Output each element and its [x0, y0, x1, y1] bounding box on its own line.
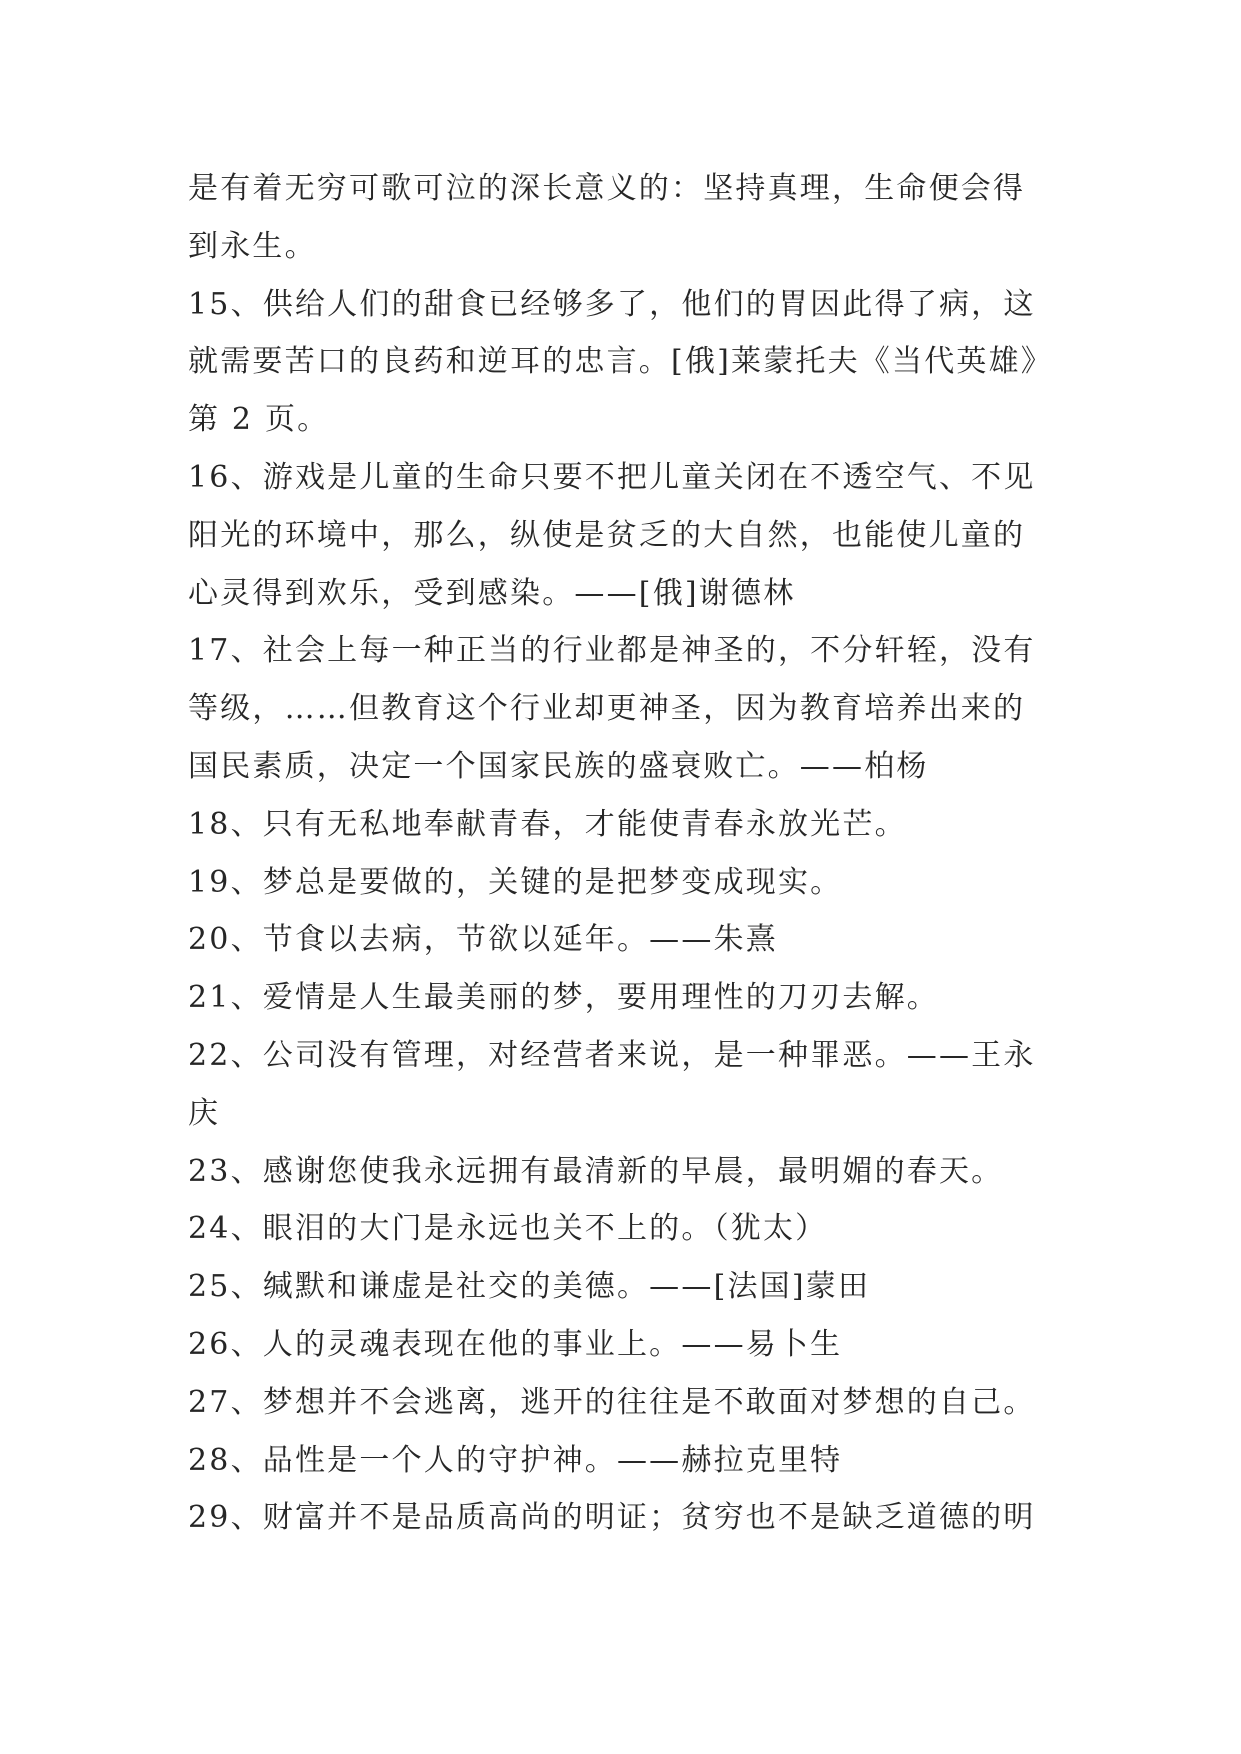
text-line: 16、游戏是儿童的生命只要不把儿童关闭在不透空气、不见	[188, 459, 1036, 495]
text-line: 22、公司没有管理，对经营者来说，是一种罪恶。——王永	[188, 1037, 1036, 1073]
text-line: 23、感谢您使我永远拥有最清新的早晨，最明媚的春天。	[188, 1153, 1004, 1189]
text-line: 17、社会上每一种正当的行业都是神圣的，不分轩轾，没有	[188, 633, 1036, 669]
text-line: 15、供给人们的甜食已经够多了，他们的胃因此得了病，这	[188, 286, 1036, 322]
text-line: 28、品性是一个人的守护神。——赫拉克里特	[188, 1442, 843, 1478]
text-line: 是有着无穷可歌可泣的深长意义的：坚持真理，生命便会得	[188, 171, 1026, 206]
text-line: 29、财富并不是品质高尚的明证；贫穷也不是缺乏道德的明	[188, 1500, 1036, 1536]
text-line: 国民素质，决定一个国家民族的盛衰败亡。——柏杨	[188, 748, 929, 784]
text-line: 19、梦总是要做的，关键的是把梦变成现实。	[188, 864, 843, 900]
body-text	[188, 160, 1068, 1547]
text-line: 就需要苦口的良药和逆耳的忠言。[俄]莱蒙托夫《当代英雄》	[188, 344, 1054, 380]
text-line: 等级，……但教育这个行业却更神圣，因为教育培养出来的	[188, 691, 1026, 727]
text-line: 18、只有无私地奉献青春，才能使青春永放光芒。	[188, 806, 907, 842]
text-line: 阳光的环境中，那么，纵使是贫乏的大自然，也能使儿童的	[188, 517, 1026, 553]
text-line: 第 2 页。	[188, 402, 330, 438]
text-line: 25、缄默和谦虚是社交的美德。——[法国]蒙田	[188, 1269, 871, 1305]
text-line: 庆	[188, 1095, 221, 1131]
text-line: 到永生。	[188, 228, 317, 264]
text-line: 27、梦想并不会逃离，逃开的往往是不敢面对梦想的自己。	[188, 1384, 1036, 1420]
text-line: 21、爱情是人生最美丽的梦，要用理性的刀刃去解。	[188, 980, 939, 1016]
text-line: 心灵得到欢乐，受到感染。——[俄]谢德林	[188, 575, 796, 611]
text-line: 26、人的灵魂表现在他的事业上。——易卜生	[188, 1326, 843, 1362]
text-line: 20、节食以去病，节欲以延年。——朱熹	[188, 922, 778, 958]
text-line: 24、眼泪的大门是永远也关不上的。（犹太）	[188, 1211, 828, 1247]
